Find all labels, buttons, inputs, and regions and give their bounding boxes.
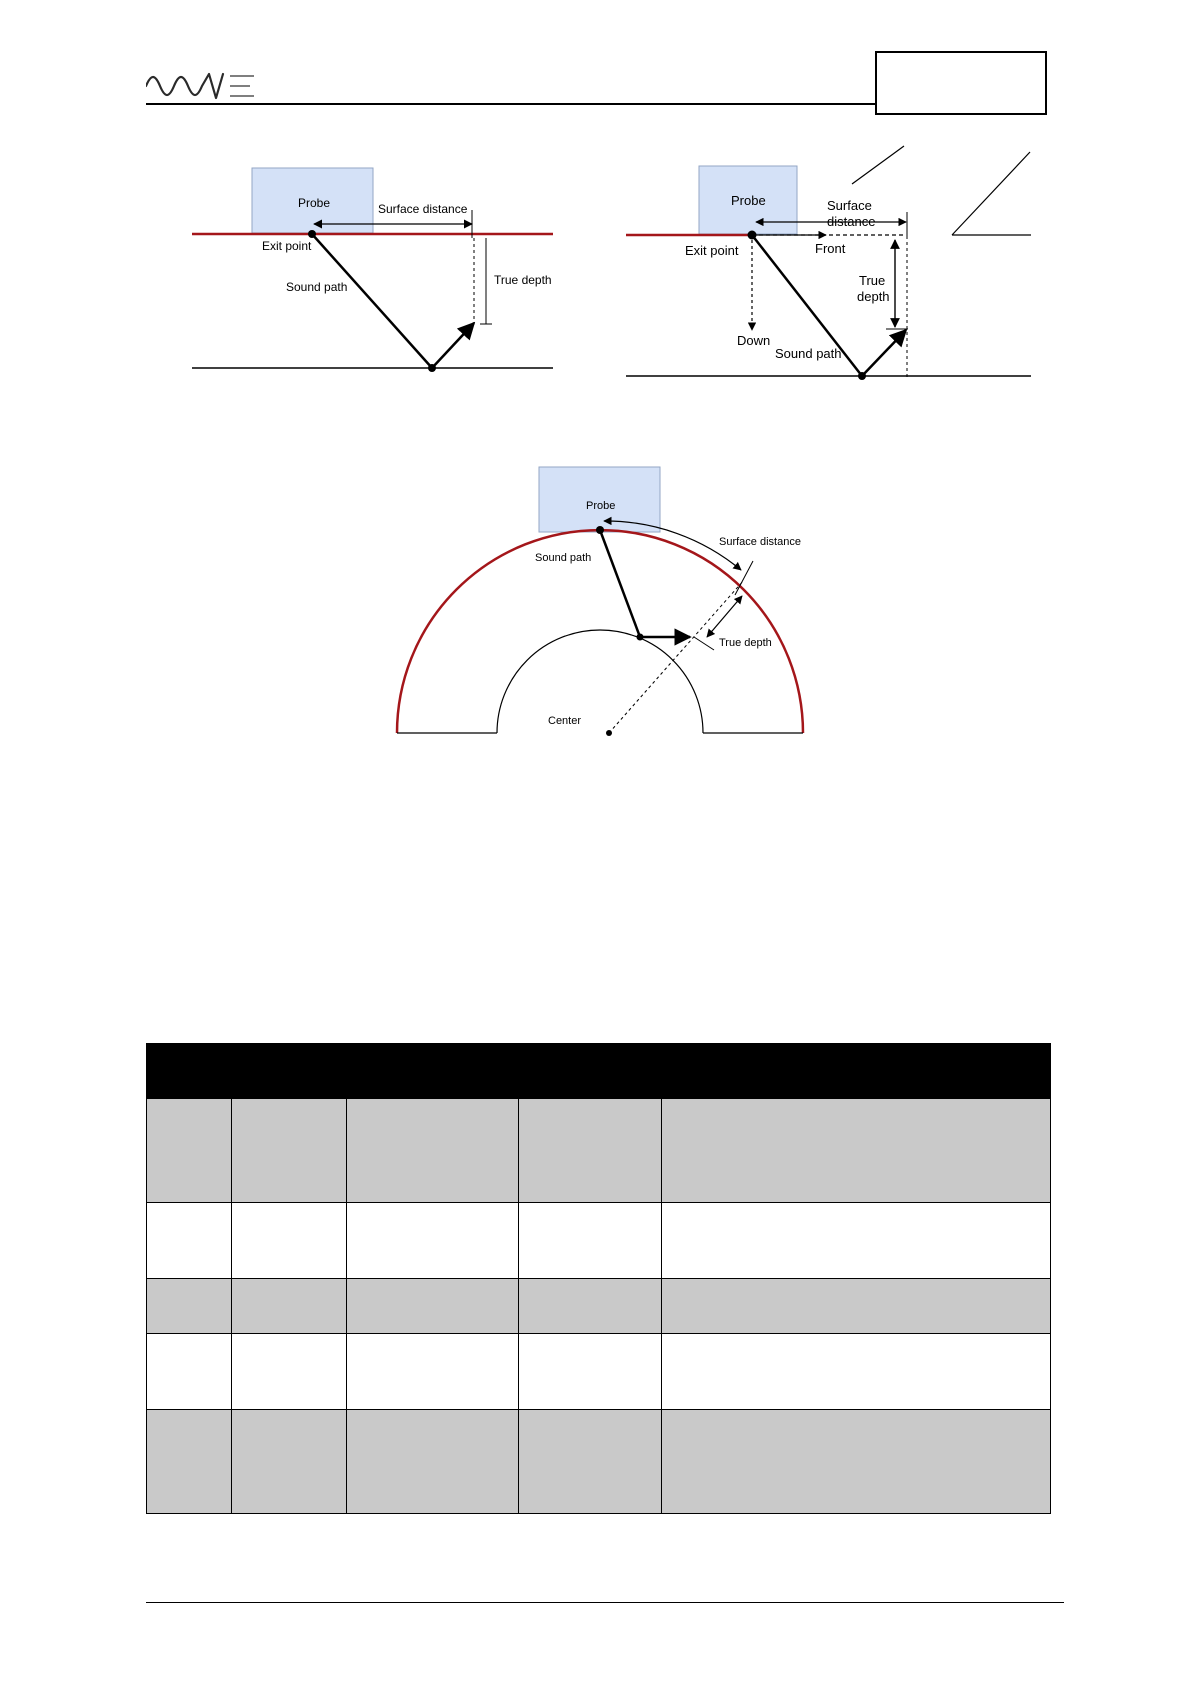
table-cell — [662, 1203, 1051, 1279]
table-cell — [147, 1279, 232, 1334]
true-label-2: depth — [857, 289, 890, 304]
data-table — [146, 1043, 1051, 1514]
table-cell — [662, 1099, 1051, 1203]
wedge-figure — [626, 146, 1031, 380]
center-label: Center — [548, 715, 582, 727]
header-cell — [147, 1044, 232, 1099]
inner-arc — [497, 630, 703, 733]
table-cell — [232, 1203, 347, 1279]
table-cell — [147, 1334, 232, 1410]
true-depth-tick — [694, 637, 714, 650]
exit-point-dot — [308, 230, 316, 238]
table-row — [147, 1203, 1051, 1279]
header-cell — [662, 1044, 1051, 1099]
table-cell — [519, 1279, 662, 1334]
probe-label: Probe — [731, 193, 766, 208]
table-cell — [519, 1203, 662, 1279]
table-cell — [662, 1334, 1051, 1410]
reflection-dot — [428, 364, 436, 372]
surface-label-1: Surface — [827, 198, 872, 213]
reflection-arrow — [432, 323, 474, 368]
table-row — [147, 1334, 1051, 1410]
probe-dot — [596, 526, 604, 534]
probe-label: Probe — [586, 500, 616, 512]
sound-path-line — [312, 234, 432, 368]
wedge-stroke-left — [852, 146, 904, 184]
table-cell — [347, 1099, 519, 1203]
table-cell — [232, 1410, 347, 1514]
probe-label: Probe — [298, 196, 331, 210]
table-header-row — [147, 1044, 1051, 1099]
exit-point-label: Exit point — [262, 239, 312, 253]
true-depth-label: True depth — [494, 273, 552, 287]
table-cell — [519, 1410, 662, 1514]
table-cell — [662, 1410, 1051, 1514]
down-label: Down — [737, 333, 771, 348]
table-cell — [232, 1334, 347, 1410]
table-cell — [347, 1279, 519, 1334]
table-cell — [519, 1099, 662, 1203]
header-cell — [232, 1044, 347, 1099]
table-cell — [347, 1334, 519, 1410]
table-cell — [147, 1410, 232, 1514]
table-row — [147, 1410, 1051, 1514]
sound-path-label: Sound path — [535, 552, 592, 564]
exit-point-dot — [748, 231, 757, 240]
sound-path-label: Sound path — [775, 346, 842, 361]
surface-distance-label: Surface distance — [378, 202, 468, 216]
surface-distance-label: Surface distance — [719, 536, 801, 548]
sound-path-label: Sound path — [286, 280, 348, 294]
header-cell — [347, 1044, 519, 1099]
surface-label-2: distance — [827, 214, 876, 229]
table-row — [147, 1099, 1051, 1203]
front-label: Front — [815, 241, 846, 256]
table-cell — [147, 1203, 232, 1279]
table-cell — [662, 1279, 1051, 1334]
wedge-stroke-right — [952, 152, 1030, 235]
reflection-arrow — [862, 330, 906, 376]
table-cell — [347, 1410, 519, 1514]
header-cell — [519, 1044, 662, 1099]
curved-figure — [397, 467, 803, 736]
center-dot — [606, 730, 612, 736]
true-label-1: True — [859, 273, 886, 288]
table-cell — [232, 1099, 347, 1203]
table-row — [147, 1279, 1051, 1334]
flat-figure — [192, 168, 553, 372]
footer-rule — [146, 1602, 1064, 1603]
sound-path-line — [600, 530, 640, 637]
table-cell — [519, 1334, 662, 1410]
table-cell — [232, 1279, 347, 1334]
table-cell — [347, 1203, 519, 1279]
true-depth-label: True depth — [719, 637, 772, 649]
reflection-dot — [637, 634, 644, 641]
outer-arc — [397, 530, 803, 733]
exit-point-label: Exit point — [685, 243, 739, 258]
table-cell — [147, 1099, 232, 1203]
reflection-dot — [858, 372, 866, 380]
radius-dashed-line — [609, 580, 744, 733]
